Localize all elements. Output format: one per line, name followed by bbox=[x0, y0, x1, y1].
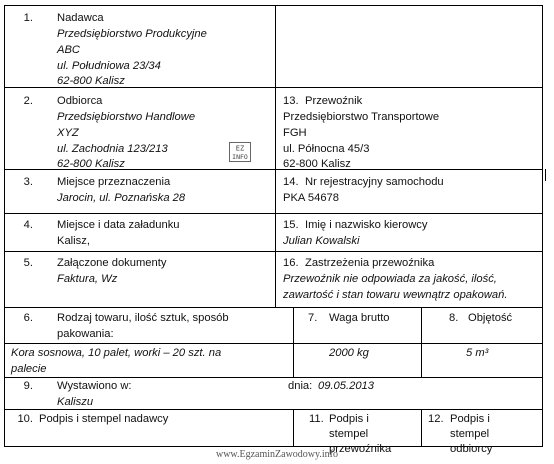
volume-number: 8. bbox=[449, 312, 459, 324]
sender-number: 1. bbox=[23, 12, 33, 24]
reservations-label: Zastrzeżenia przewoźnika bbox=[305, 257, 435, 269]
weight-number: 7. bbox=[308, 312, 318, 324]
volume-label: Objętość bbox=[468, 312, 513, 324]
weight-value: 2000 kg bbox=[329, 347, 369, 359]
ez-info-stamp-icon bbox=[229, 142, 251, 162]
reservations-number: 16. bbox=[283, 257, 299, 269]
reservations-line-1: Przewoźnik nie odpowiada za jakość, ilość, bbox=[283, 273, 497, 285]
goods-value-cell bbox=[5, 344, 294, 378]
issued-date-label: dnia: bbox=[288, 380, 313, 392]
carrier-name-line-2: FGH bbox=[283, 127, 307, 139]
sender-city: 62-800 Kalisz bbox=[57, 75, 125, 87]
carrier-signature-line-1: Podpis i bbox=[329, 413, 369, 425]
sender-label: Nadawca bbox=[57, 12, 104, 24]
goods-label-line-1: Rodzaj towaru, ilość sztuk, sposób bbox=[57, 312, 229, 324]
issued-label: Wystawiono w: bbox=[57, 380, 132, 392]
sender-name-line-1: Przedsiębiorstwo Produkcyjne bbox=[57, 28, 207, 40]
driver-number: 15. bbox=[283, 219, 299, 231]
goods-value-line-2: palecie bbox=[11, 363, 47, 375]
recipient-signature-line-1: Podpis i bbox=[450, 413, 490, 425]
watermark: www.EgzaminZawodowy.info bbox=[215, 449, 338, 460]
documents-value: Faktura, Wz bbox=[57, 273, 118, 285]
sender-name-line-2: ABC bbox=[57, 44, 81, 56]
destination-value: Jarocin, ul. Poznańska 28 bbox=[57, 192, 186, 204]
text-cursor bbox=[545, 169, 546, 181]
vehicle-value: PKA 54678 bbox=[283, 192, 339, 204]
carrier-number: 13. bbox=[283, 95, 299, 107]
carrier-street: ul. Północna 45/3 bbox=[283, 143, 370, 155]
loading-number: 4. bbox=[23, 219, 33, 231]
documents-number: 5. bbox=[23, 257, 33, 269]
driver-cell bbox=[276, 214, 542, 252]
issued-number: 9. bbox=[23, 380, 33, 392]
carrier-label: Przewoźnik bbox=[305, 95, 363, 107]
recipient-signature-cell bbox=[422, 410, 542, 455]
loading-value: Kalisz, bbox=[57, 235, 90, 247]
issued-cell bbox=[5, 378, 542, 410]
goods-value-line-1: Kora sosnowa, 10 palet, worki – 20 szt. na bbox=[11, 347, 222, 359]
vehicle-cell bbox=[276, 170, 542, 214]
weight-label: Waga brutto bbox=[329, 312, 390, 324]
destination-number: 3. bbox=[23, 176, 33, 188]
loading-label: Miejsce i data załadunku bbox=[57, 219, 180, 231]
sender-street: ul. Południowa 23/34 bbox=[57, 60, 161, 72]
issued-value: Kaliszu bbox=[57, 396, 94, 408]
driver-label: Imię i nazwisko kierowcy bbox=[305, 219, 428, 231]
issued-date-value: 09.05.2013 bbox=[318, 380, 374, 392]
volume-value-cell bbox=[422, 344, 542, 378]
volume-label-cell bbox=[422, 308, 542, 344]
recipient-number: 2. bbox=[23, 95, 33, 107]
svg-text:INFO: INFO bbox=[232, 153, 248, 161]
documents-label: Załączone dokumenty bbox=[57, 257, 167, 269]
weight-label-cell bbox=[294, 308, 422, 344]
goods-label-line-2: pakowania: bbox=[57, 328, 114, 340]
vehicle-number: 14. bbox=[283, 176, 299, 188]
carrier-city: 62-800 Kalisz bbox=[283, 158, 351, 170]
recipient-city: 62-800 Kalisz bbox=[57, 158, 125, 170]
recipient-street: ul. Zachodnia 123/213 bbox=[57, 143, 168, 155]
volume-value: 5 m³ bbox=[466, 347, 489, 359]
loading-cell bbox=[5, 214, 276, 252]
carrier-signature-line-2: stempel bbox=[329, 428, 369, 440]
sender-signature-number: 10. bbox=[17, 413, 33, 425]
recipient-name-line-2: XYZ bbox=[57, 127, 79, 139]
goods-number: 6. bbox=[23, 312, 33, 324]
recipient-signature-line-2: stempel bbox=[450, 428, 490, 440]
carrier-name-line-1: Przedsiębiorstwo Transportowe bbox=[283, 111, 440, 123]
sender-signature-label: Podpis i stempel nadawcy bbox=[39, 413, 169, 425]
recipient-name-line-1: Przedsiębiorstwo Handlowe bbox=[57, 111, 196, 123]
driver-value: Julian Kowalski bbox=[283, 235, 360, 247]
goods-label-cell bbox=[5, 308, 294, 344]
carrier-cell bbox=[276, 88, 542, 170]
documents-cell bbox=[5, 252, 276, 308]
destination-label: Miejsce przeznaczenia bbox=[57, 176, 171, 188]
reservations-line-2: zawartość i stan towaru wewnątrz opakowań. bbox=[283, 289, 508, 301]
recipient-signature-line-3: odbiorcy bbox=[450, 443, 493, 455]
carrier-signature-cell bbox=[294, 410, 422, 455]
sender-signature-cell bbox=[5, 410, 294, 446]
reservations-cell bbox=[276, 252, 542, 308]
destination-cell bbox=[5, 170, 276, 214]
empty-cell-top-right bbox=[276, 6, 542, 88]
recipient-signature-number: 12. bbox=[428, 413, 444, 425]
sender-cell bbox=[5, 6, 276, 88]
weight-value-cell bbox=[294, 344, 422, 378]
carrier-signature-number: 11. bbox=[309, 413, 324, 425]
carrier-signature-line-3: przewoźnika bbox=[329, 443, 392, 455]
recipient-label: Odbiorca bbox=[57, 95, 103, 107]
svg-text:EZ: EZ bbox=[235, 144, 245, 153]
vehicle-label: Nr rejestracyjny samochodu bbox=[305, 176, 444, 188]
